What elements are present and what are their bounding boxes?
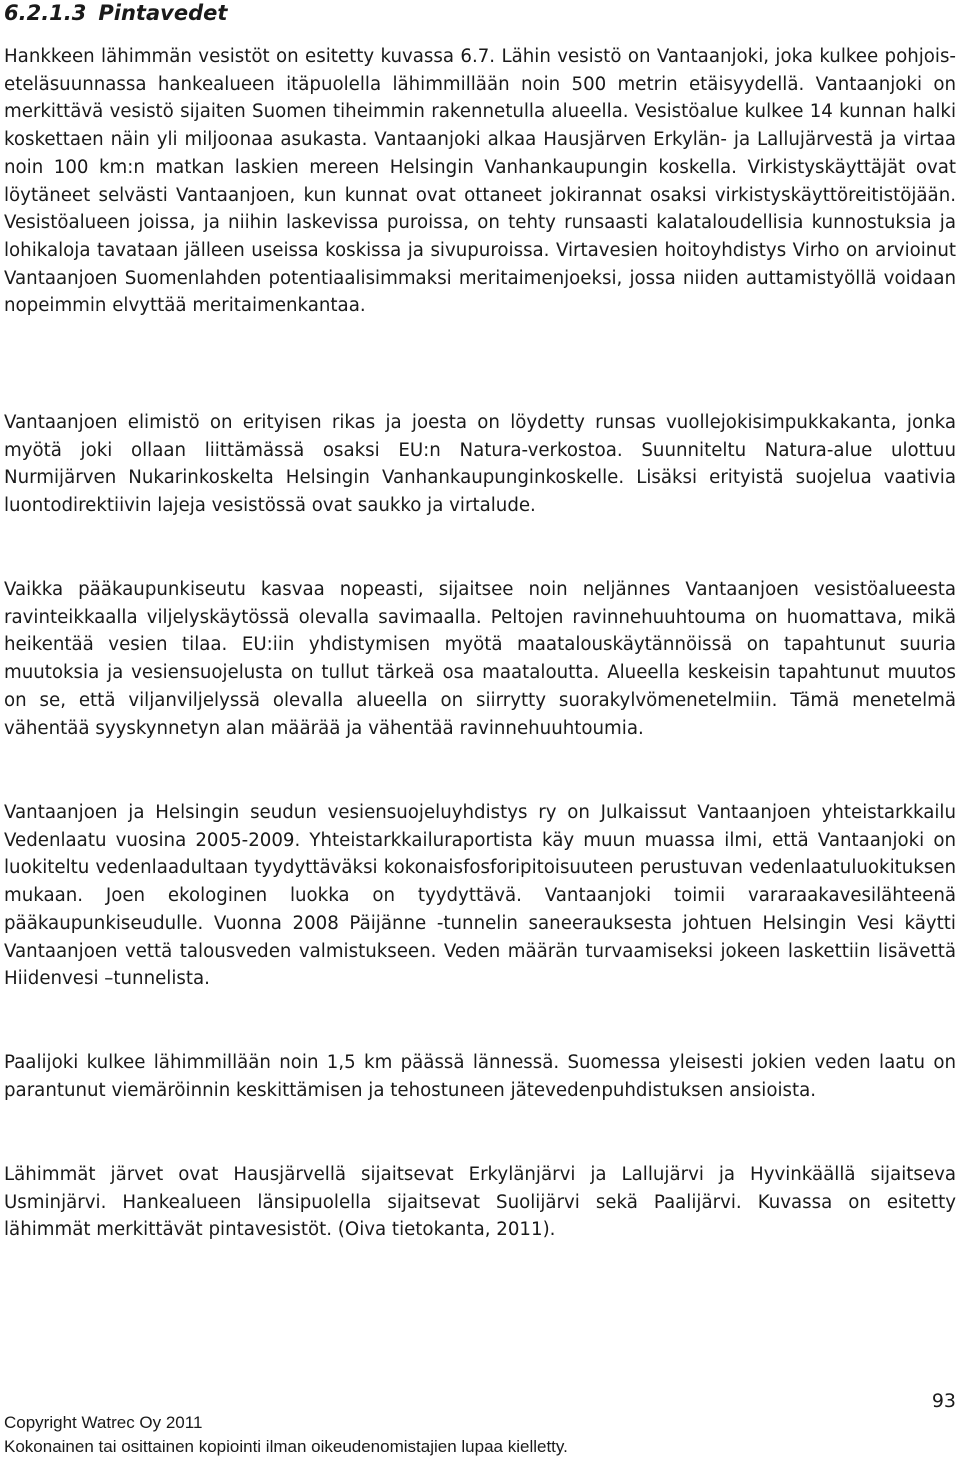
paragraph-biota-natura: Vantaanjoen elimistö on erityisen rikas ja joesta on löydetty runsas vuollejokisimpukkakanta, jonka myötä joki ollaan liittämässä osaksi EU:n Natura-verkostoa. Suunniteltu Natura-alue ulottuu Nurmijärven Nukarinkoskelta Helsingin Vanhankaupunginkoskelle. Lisäksi erityistä suojelua vaativia luontodirektiivin lajeja vesistössä ovat saukko ja virtalude. xyxy=(4,412,956,517)
page-footer xyxy=(4,1411,568,1459)
paragraph-nearest-lakes: Lähimmät järvet ovat Hausjärvellä sijaitsevat Erkylänjärvi ja Lallujärvi ja Hyvinkäällä sijaitseva Usminjärvi. Hankealueen länsipuolella sijaitsevat Suolijärvi sekä Paalijärvi. Kuvassa on esitetty lähimmät merkittävät pintavesistöt. (Oiva tietokanta, 2011). xyxy=(4,1164,956,1241)
section-heading xyxy=(4,0,227,26)
footer-notice: Kokonainen tai osittainen kopiointi ilman oikeudenomistajien lupaa kielletty. xyxy=(4,1437,568,1456)
paragraph-agriculture-nutrients: Vaikka pääkaupunkiseutu kasvaa nopeasti, sijaitsee noin neljännes Vantaanjoen vesistöalueesta ravinteikkaalla viljelyskäytössä olevalla savimaalla. Peltojen ravinnehuuhtouma on huomattava, mikä heikentää vesien tilaa. EU:iin yhdistymisen myötä maatalouskäytännöissä on tapahtunut suuria muutoksia ja vesiensuojelusta on tullut tärkeä osa maataloutta. Alueella keskeisin tapahtunut muutos on se, että viljanviljelyssä olevalla alueella on siirrytty suorakylvömenetelmiin. Tämä menetelmä vähentää syyskynnetyn alan määrää ja vähentää ravinnehuuhtoumia. xyxy=(4,579,956,739)
page-number: 93 xyxy=(931,1390,956,1412)
paragraph-vantaanjoki-overview: Hankkeen lähimmän vesistöt on esitetty kuvassa 6.7. Lähin vesistö on Vantaanjoki, joka kulkee pohjois-eteläsuunnassa hankealueen itäpuolella lähimmillään noin 500 metrin etäisyydellä. Vantaanjoki on merkittävä vesistö sijaiten Suomen tiheimmin rakennetulla alueella. Vesistöalue kulkee 14 kunnan halki koskettaen näin yli miljoonaa asukasta. Vantaanjoki alkaa Hausjärven Erkylän- ja Lallujärvestä ja virtaa noin 100 km:n matkan laskien mereen Helsingin Vanhankaupungin koskella. Virkistyskäyttäjät ovat löytäneet selvästi Vantaanjoen, kun kunnat ovat ottaneet jokirannat osaksi virkistyskäyttöreitistöjään. Vesistöalueen joissa, ja niihin laskevissa puroissa, on tehty runsaasti kalataloudellisia kunnostuksia ja lohikaloja tavataan jälleen useissa koskissa ja sivupuroissa. Virtavesien hoitoyhdistys Virho on arvioinut Vantaanjoen Suomenlahden potentiaalisimmaksi meritaimenjoeksi, jossa niiden auttamistyöllä voidaan nopeimmin elvyttää meritaimenkantaa. xyxy=(4,46,956,317)
section-title: Pintavedet xyxy=(98,1,228,25)
footer-copyright: Copyright Watrec Oy 2011 xyxy=(4,1413,203,1432)
paragraph-water-quality: Vantaanjoen ja Helsingin seudun vesiensuojeluyhdistys ry on Julkaissut Vantaanjoen yhteistarkkailu Vedenlaatu vuosina 2005-2009. Yhteistarkkailuraportista käy muun muassa ilmi, että Vantaanjoki on luokiteltu vedenlaadultaan tyydyttäväksi kokonaisfosforipitoisuuteen perustuvan vedenlaatuluokituksen mukaan. Joen ekologinen luokka on tyydyttävä. Vantaanjoki toimii vararaakavesilähteenä pääkaupunkiseudulle. Vuonna 2008 Päijänne -tunnelin saneerauksesta johtuen Helsingin Vesi käytti Vantaanjoen vettä talousveden valmistukseen. Veden määrän turvaamiseksi jokeen laskettiin lisävettä Hiidenvesi –tunnelista. xyxy=(4,802,956,990)
section-number: 6.2.1.3 xyxy=(4,1,87,25)
paragraph-paalijoki: Paalijoki kulkee lähimmillään noin 1,5 km päässä lännessä. Suomessa yleisesti jokien veden laatu on parantunut viemäröinnin keskittämisen ja tehostuneen jätevedenpuhdistuksen ansioista. xyxy=(4,1052,956,1101)
